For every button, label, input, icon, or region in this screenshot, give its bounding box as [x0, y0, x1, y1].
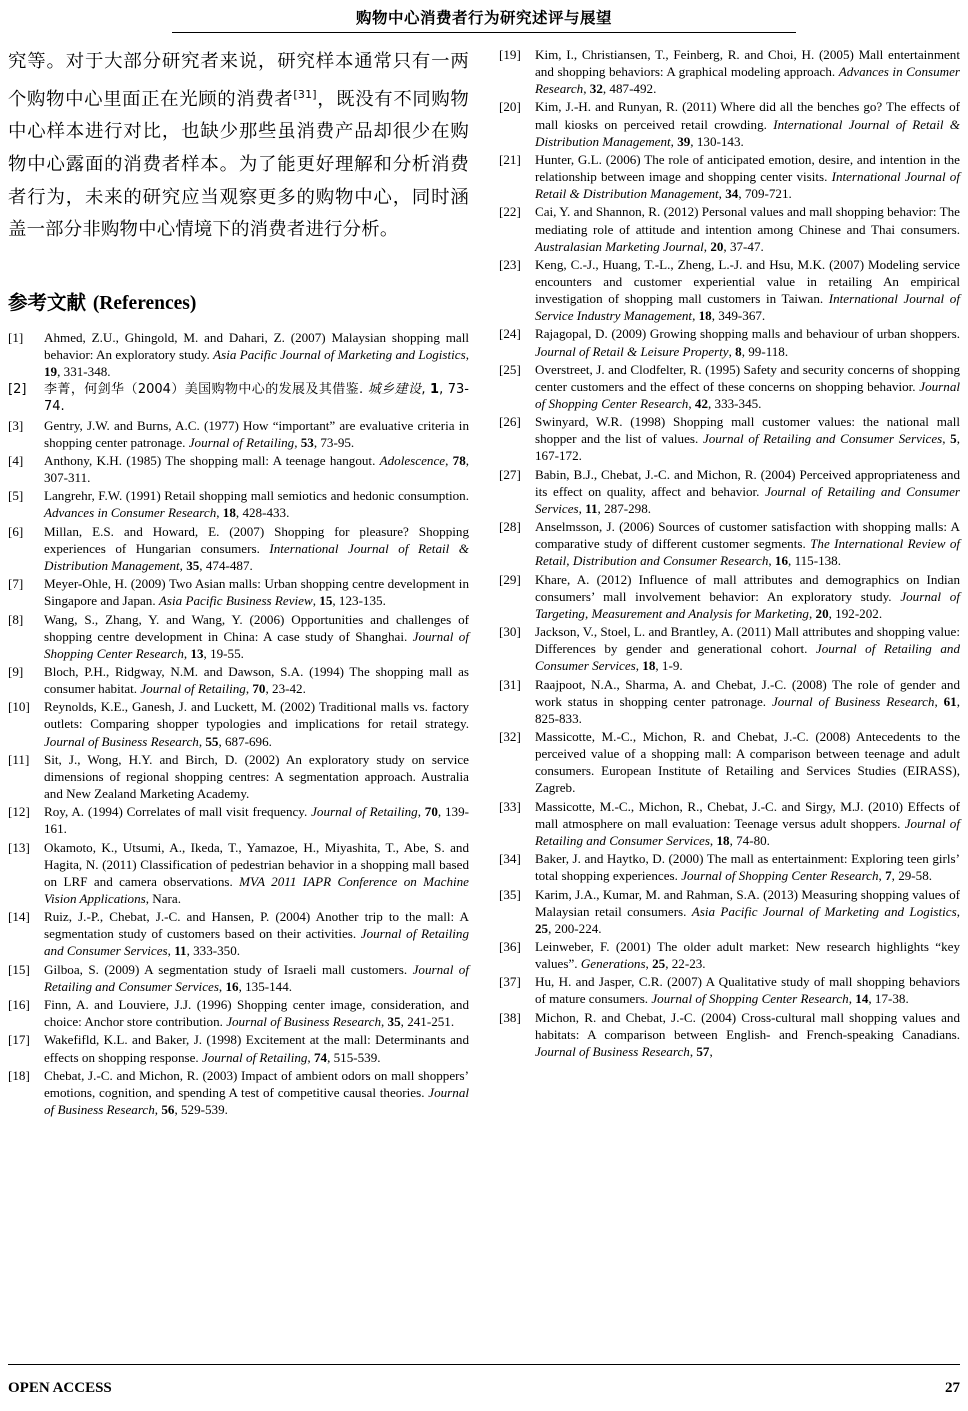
reference-number: [2]	[8, 382, 27, 398]
reference-volume: 1	[430, 382, 440, 398]
reference-source-title: Journal of Retailing and Consumer Services	[535, 815, 960, 848]
reference-text: Meyer-Ohle, H. (2009) Two Asian malls: Urban shopping centre development in Singapore and Japan. Asia Pacific Business Review, 15, 123-135.	[44, 576, 469, 609]
reference-list-right	[499, 46, 960, 1060]
references-heading	[8, 287, 469, 315]
reference-number: [19]	[499, 47, 521, 62]
reference-source-title: Journal of Retailing and Consumer Services	[44, 926, 469, 959]
reference-text: 李菁，何剑华（2004）美国购物中心的发展及其借鉴. 城乡建设, 1, 73-74.	[44, 382, 469, 415]
reference-source-title: Journal of Business Research	[226, 1014, 381, 1030]
reference-volume: 19	[44, 363, 58, 379]
reference-entry	[8, 839, 469, 907]
reference-number: [32]	[499, 729, 521, 745]
reference-number: [21]	[499, 151, 521, 167]
reference-number: [12]	[8, 804, 30, 820]
reference-source-title: Journal of Retailing	[188, 434, 295, 450]
reference-number: [8]	[8, 611, 24, 627]
open-access-label: OPEN ACCESS	[8, 1380, 112, 1396]
reference-number: [13]	[8, 839, 30, 855]
reference-volume: 18	[642, 658, 656, 674]
reference-number: [4]	[8, 452, 24, 468]
reference-text: Kim, I., Christiansen, T., Feinberg, R. and Choi, H. (2005) Mall entertainment and shopping behaviors: A graphical modeling approach. Advances in Consumer Research, 32, 487-492.	[535, 47, 960, 97]
reference-volume: 34	[725, 186, 739, 202]
reference-entry	[8, 996, 469, 1030]
reference-entry	[8, 611, 469, 662]
reference-volume: 20	[710, 238, 724, 254]
reference-volume: 78	[452, 452, 466, 468]
reference-volume: 18	[222, 505, 236, 521]
reference-entry	[8, 803, 469, 837]
reference-volume: 25	[652, 956, 666, 972]
reference-entry	[499, 325, 960, 359]
reference-source-title: Journal of Retailing	[140, 681, 246, 697]
reference-number: [22]	[499, 204, 521, 220]
page-number: 27	[945, 1380, 960, 1396]
reference-number: [27]	[499, 466, 521, 482]
reference-number: [18]	[8, 1067, 30, 1083]
reference-text: Swinyard, W.R. (1998) Shopping mall customer values: the national mall shopper and the list of values. Journal of Retailing and Consumer Services, 5, 167-172.	[535, 414, 960, 464]
reference-text: Kim, J.-H. and Runyan, R. (2011) Where did all the benches go? The effects of mall kiosks on perceived retail crowding. International Journal of Retail & Distribution Management, 39, 130-143.	[535, 99, 960, 149]
reference-source-title: Journal of Retailing and Consumer Services	[535, 641, 960, 674]
reference-entry	[499, 98, 960, 149]
reference-text: Finn, A. and Louviere, J.J. (1996) Shopping center image, consideration, and choice: Anchor store contribution. Journal of Business Research, 35, 241-251.	[44, 997, 469, 1030]
reference-source-title: Journal of Business Research	[771, 693, 935, 709]
reference-volume: 5	[950, 431, 957, 447]
reference-volume: 7	[885, 868, 892, 884]
reference-number: [26]	[499, 414, 521, 430]
reference-number: [15]	[8, 961, 30, 977]
reference-source-title: Journal of Business Research	[44, 1084, 469, 1117]
reference-number: [37]	[499, 974, 521, 990]
reference-number: [25]	[499, 361, 521, 377]
reference-entry	[499, 256, 960, 324]
reference-list-left	[8, 329, 469, 1118]
reference-number: [31]	[499, 676, 521, 692]
reference-text: Sit, J., Wong, H.Y. and Birch, D. (2002) An exploratory study on service dimensions of regional shopping centres: A segmentation approach. Australia and New Zealand Marketing Academy.	[44, 751, 469, 801]
reference-text: Michon, R. and Chebat, J.-C. (2004) Cross-cultural mall shopping values and habitats: A comparison between English- and French-speaking Canadians. Journal of Business Research, 57,	[535, 1009, 960, 1059]
reference-volume: 57	[696, 1043, 710, 1059]
reference-text: Hunter, G.L. (2006) The role of anticipated emotion, desire, and intention in the relationship between image and shopping center visits. International Journal of Retail & Distribution Management, 34, 709-721.	[535, 151, 960, 202]
reference-volume: 32	[589, 81, 603, 97]
citation-marker: [31]	[293, 87, 317, 101]
reference-entry	[499, 46, 960, 97]
reference-entry	[499, 798, 960, 849]
references-heading-cn: 参考文献	[8, 290, 87, 314]
reference-volume: 35	[186, 557, 200, 573]
reference-text: Hu, H. and Jasper, C.R. (2007) A Qualitative study of mall shopping behaviors of mature consumers. Journal of Shopping Center Research, 14, 17-38.	[535, 974, 960, 1007]
reference-number: [3]	[8, 417, 24, 433]
reference-entry	[499, 361, 960, 412]
reference-text: Leinweber, F. (2001) The older adult market: New research highlights “key values”. Generations, 25, 22-23.	[535, 938, 960, 972]
reference-number: [16]	[8, 997, 30, 1013]
reference-source-title: Journal of Retail & Leisure Property	[535, 343, 729, 359]
reference-text: Okamoto, K., Utsumi, A., Ikeda, T., Yamazoe, H., Miyashita, T., Abe, S. and Hagita, N. (2011) Classification of pedestrian behavior in a shopping mall based on LRF and camera observations. MVA 2011 IAPR Conference on Machine Vision Applications, Nara.	[44, 839, 469, 906]
reference-source-title: Journal of Retailing and Consumer Services	[44, 961, 469, 994]
reference-source-title: Advances in Consumer Research	[535, 64, 960, 97]
reference-volume: 25	[535, 920, 549, 936]
reference-volume: 70	[424, 804, 438, 820]
left-column	[8, 46, 469, 1336]
two-column-layout	[8, 46, 960, 1336]
reference-volume: 55	[205, 733, 219, 749]
reference-source-title: Journal of Business Research	[44, 733, 199, 749]
reference-text: Roy, A. (1994) Correlates of mall visit frequency. Journal of Retailing, 70, 139-161.	[44, 804, 469, 837]
reference-text: Chebat, J.-C. and Michon, R. (2003) Impact of ambient odors on mall shoppers’ emotions, cognition, and spending A test of competitive causal theories. Journal of Business Research, 56, 529-539.	[44, 1067, 469, 1117]
reference-source-title: Asia Pacific Journal of Marketing and Logistics	[691, 903, 957, 919]
footer-divider	[8, 1364, 960, 1365]
reference-source-title: Journal of Targeting, Measurement and Analysis for Marketing	[535, 588, 960, 621]
reference-source-title: Adolescence	[379, 452, 446, 468]
reference-entry	[8, 908, 469, 959]
reference-text: Karim, J.A., Kumar, M. and Rahman, S.A. (2013) Measuring shopping values of Malaysian retail consumers. Asia Pacific Journal of Marketing and Logistics, 25, 200-224.	[535, 886, 960, 936]
reference-entry	[499, 203, 960, 254]
reference-entry	[499, 676, 960, 727]
reference-number: [20]	[499, 99, 521, 115]
reference-text: Jackson, V., Stoel, L. and Brantley, A. (2011) Mall attributes and shopping value: Differences by gender and generational cohort. Journal of Retailing and Consumer Services, 18, 1-9.	[535, 624, 960, 674]
reference-number: [23]	[499, 256, 521, 272]
reference-number: [11]	[8, 751, 30, 767]
reference-source-title: Australasian Marketing Journal	[535, 238, 704, 254]
reference-number: [10]	[8, 699, 30, 715]
reference-entry	[8, 698, 469, 749]
reference-number: [38]	[499, 1009, 521, 1025]
reference-entry	[8, 663, 469, 697]
reference-volume: 13	[190, 645, 204, 661]
reference-source-title: Journal of Shopping Center Research	[681, 868, 879, 884]
reference-number: [28]	[499, 519, 521, 535]
reference-text: Reynolds, K.E., Ganesh, J. and Luckett, M. (2002) Traditional malls vs. factory outlets: Comparing shopper typologies and implications for retail strategy. Journal of Business Research, 55, 687-696.	[44, 699, 469, 749]
reference-number: [35]	[499, 886, 521, 902]
reference-text: Millan, E.S. and Howard, E. (2007) Shopping for pleasure? Shopping experiences of Hungarian consumers. International Journal of Retail & Distribution Management, 35, 474-487.	[44, 523, 469, 573]
reference-text: Anthony, K.H. (1985) The shopping mall: A teenage hangout. Adolescence, 78, 307-311.	[44, 452, 470, 485]
reference-volume: 70	[252, 681, 266, 697]
running-header: 购物中心消费者行为研究述评与展望	[355, 9, 612, 27]
reference-entry	[499, 151, 960, 202]
reference-entry	[8, 961, 469, 995]
reference-entry	[499, 938, 960, 972]
reference-volume: 56	[161, 1102, 175, 1117]
reference-volume: 8	[735, 343, 742, 359]
reference-source-title: Journal of Shopping Center Research	[651, 991, 849, 1007]
reference-text: Raajpoot, N.A., Sharma, A. and Chebat, J.-C. (2008) The role of gender and work status in shopping center patronage. Journal of Business Research, 61, 825-833.	[535, 676, 960, 726]
reference-volume: 20	[815, 605, 829, 621]
reference-entry	[8, 452, 469, 486]
reference-source-title: Journal of Retailing	[201, 1049, 308, 1065]
reference-text: Ruiz, J.-P., Chebat, J.-C. and Hansen, P. (2004) Another trip to the mall: A segmentation study of customers based on their activities. Journal of Retailing and Consumer Services, 11, 333-350.	[44, 909, 469, 959]
reference-volume: 11	[585, 500, 598, 516]
reference-entry	[8, 1031, 469, 1065]
reference-number: [1]	[8, 329, 24, 345]
reference-volume: 16	[774, 553, 789, 569]
reference-volume: 53	[300, 434, 314, 450]
reference-source-title: Journal of Retailing	[311, 804, 418, 820]
reference-volume: 15	[319, 593, 333, 609]
body-paragraph-chinese: 究等。对于大部分研究者来说，研究样本通常只有一两个购物中心里面正在光顾的消费者[31]，既没有不同购物中心样本进行对比，也缺少那些虽消费产品却很少在购物中心露面的消费者样本。为了能更好理解和分析消费者行为，未来的研究应当观察更多的购物中心，同时涵盖一部分非购物中心情境下的消费者进行分析。	[8, 51, 469, 241]
reference-number: [7]	[8, 576, 24, 592]
reference-volume: 39	[677, 133, 691, 149]
reference-entry	[8, 523, 469, 574]
reference-volume: 16	[225, 978, 239, 994]
reference-volume: 18	[716, 832, 730, 848]
reference-text: Overstreet, J. and Clodfelter, R. (1995) Safety and security concerns of shopping center customers and the effect of these concerns on shopping behavior. Journal of Shopping Center Research, 42, 333-345.	[535, 361, 960, 411]
header-divider	[172, 32, 796, 33]
reference-source-title: Journal of Retailing and Consumer Services	[702, 431, 943, 447]
reference-entry	[499, 886, 960, 937]
reference-entry	[8, 329, 469, 380]
reference-number: [29]	[499, 571, 521, 587]
reference-source-title: Journal of Shopping Center Research	[535, 378, 960, 411]
reference-entry	[499, 728, 960, 796]
reference-number: [30]	[499, 624, 521, 640]
reference-text: Bloch, P.H., Ridgway, N.M. and Dawson, S.A. (1994) The shopping mall as consumer habitat. Journal of Retailing, 70, 23-42.	[44, 663, 469, 697]
reference-text: Gentry, J.W. and Burns, A.C. (1977) How “important” are evaluative criteria in shopping center patronage. Journal of Retailing, 53, 73-95.	[44, 417, 469, 450]
reference-text: Baker, J. and Haytko, D. (2000) The mall as entertainment: Exploring teen girls’ total shopping experiences. Journal of Shopping Center Research, 7, 29-58.	[535, 851, 960, 884]
reference-source-title: Journal of Business Research	[535, 1043, 690, 1059]
reference-source-title: Advances in Consumer Research	[44, 505, 217, 521]
reference-source-title: Journal of Retailing and Consumer Services	[535, 483, 960, 516]
reference-source-title: Asia Pacific Business Review	[158, 593, 313, 609]
reference-entry	[8, 417, 469, 451]
reference-number: [5]	[8, 488, 24, 504]
reference-entry	[499, 850, 960, 884]
reference-volume: 42	[694, 396, 708, 411]
reference-text: Rajagopal, D. (2009) Growing shopping malls and behaviour of urban shoppers. Journal of Retail & Leisure Property, 8, 99-118.	[535, 326, 960, 359]
reference-number: [17]	[8, 1032, 30, 1048]
reference-text: Anselmsson, J. (2006) Sources of customer satisfaction with shopping malls: A comparative study of different customer segments. The International Review of Retail, Distribution and Consumer Research, 16, 115-138.	[535, 519, 960, 569]
reference-volume: 35	[387, 1014, 401, 1030]
reference-entry	[499, 571, 960, 622]
reference-number: [6]	[8, 523, 24, 539]
reference-source-title: MVA 2011 IAPR Conference on Machine Vision Applications	[44, 873, 469, 906]
reference-text: Khare, A. (2012) Influence of mall attributes and demographics on Indian consumers’ mall involvement behavior: An exploratory study. Journal of Targeting, Measurement and Analysis for Marketing, 20, 192-202.	[535, 571, 960, 621]
reference-entry	[499, 413, 960, 464]
reference-entry	[8, 487, 469, 521]
reference-source-title: International Journal of Service Industry Management	[535, 291, 960, 324]
reference-entry	[499, 1009, 960, 1060]
reference-entry	[8, 575, 469, 609]
reference-entry	[8, 381, 469, 415]
page-footer	[8, 1380, 960, 1397]
reference-number: [14]	[8, 909, 30, 925]
reference-volume: 74	[313, 1049, 328, 1065]
reference-text: Babin, B.J., Chebat, J.-C. and Michon, R. (2004) Perceived appropriateness and its effect on quality, affect and behavior. Journal of Retailing and Consumer Services, 11, 287-298.	[535, 466, 960, 516]
references-heading-en: (References)	[92, 292, 197, 314]
reference-text: Keng, C.-J., Huang, T.-L., Zheng, L.-J. and Hsu, M.K. (2007) Modeling service encounters and customer experiential value in retailing An empirical investigation of shopping mall customers in Taiwan. International Journal of Service Industry Management, 18, 349-367.	[535, 256, 960, 324]
reference-text: Ahmed, Z.U., Ghingold, M. and Dahari, Z. (2007) Malaysian shopping mall behavior: An exploratory study. Asia Pacific Journal of Marketing and Logistics, 19, 331-348.	[44, 329, 469, 379]
reference-entry	[8, 751, 469, 802]
reference-source-title: International Journal of Retail & Distribution Management	[535, 116, 960, 149]
reference-entry	[499, 973, 960, 1007]
reference-number: [36]	[499, 938, 521, 954]
reference-text: Langrehr, F.W. (1991) Retail shopping mall semiotics and hedonic consumption. Advances in Consumer Research, 18, 428-433.	[44, 488, 469, 521]
reference-source-title: The International Review of Retail, Distribution and Consumer Research	[535, 536, 960, 569]
reference-source-title: Generations	[580, 956, 646, 972]
reference-entry	[499, 466, 960, 517]
reference-volume: 18	[698, 308, 712, 324]
reference-entry	[8, 1067, 469, 1118]
reference-text: Cai, Y. and Shannon, R. (2012) Personal values and mall shopping behavior: The mediating role of attitude and intention among Chinese and Thai consumers. Australasian Marketing Journal, 20, 37-47.	[535, 204, 960, 254]
reference-number: [9]	[8, 663, 24, 679]
reference-source-title: International Journal of Retail & Distribution Management	[535, 169, 960, 202]
reference-text: Massicotte, M.-C., Michon, R., Chebat, J.-C. and Sirgy, M.J. (2010) Effects of mall atmosphere on mall evaluation: Teenage versus adult shoppers. Journal of Retailing and Consumer Services, 18, 74-80.	[535, 798, 960, 848]
reference-volume: 61	[943, 693, 957, 709]
reference-number: [34]	[499, 851, 521, 867]
reference-number: [24]	[499, 326, 521, 342]
reference-volume: 11	[174, 943, 187, 959]
reference-volume: 14	[855, 991, 869, 1007]
right-column	[499, 46, 960, 1336]
reference-text: Massicotte, M.-C., Michon, R. and Chebat, J.-C. (2008) Antecedents to the perceived value of a shopping mall: A comparison between teenage and adult consumers. European Institute of Retailing and Services Studies (EIRASS), Zagreb.	[535, 729, 960, 796]
reference-text: Wakefifld, K.L. and Baker, J. (1998) Excitement at the mall: Determinants and effects on shopping response. Journal of Retailing, 74, 515-539.	[44, 1032, 469, 1065]
reference-text: Gilboa, S. (2009) A segmentation study of Israeli mall customers. Journal of Retailing and Consumer Services, 16, 135-144.	[44, 961, 469, 994]
reference-entry	[499, 518, 960, 569]
reference-source-title: 城乡建设	[367, 382, 422, 398]
reference-number: [33]	[499, 798, 521, 814]
reference-source-title: Asia Pacific Journal of Marketing and Logistics	[213, 346, 466, 362]
reference-source-title: Journal of Shopping Center Research	[44, 628, 469, 661]
reference-entry	[499, 623, 960, 674]
reference-source-title: International Journal of Retail & Distribution Management	[44, 540, 469, 573]
reference-text: Wang, S., Zhang, Y. and Wang, Y. (2006) Opportunities and challenges of shopping centre development in China: A case study of Shanghai. Journal of Shopping Center Research, 13, 19-55.	[44, 611, 469, 661]
